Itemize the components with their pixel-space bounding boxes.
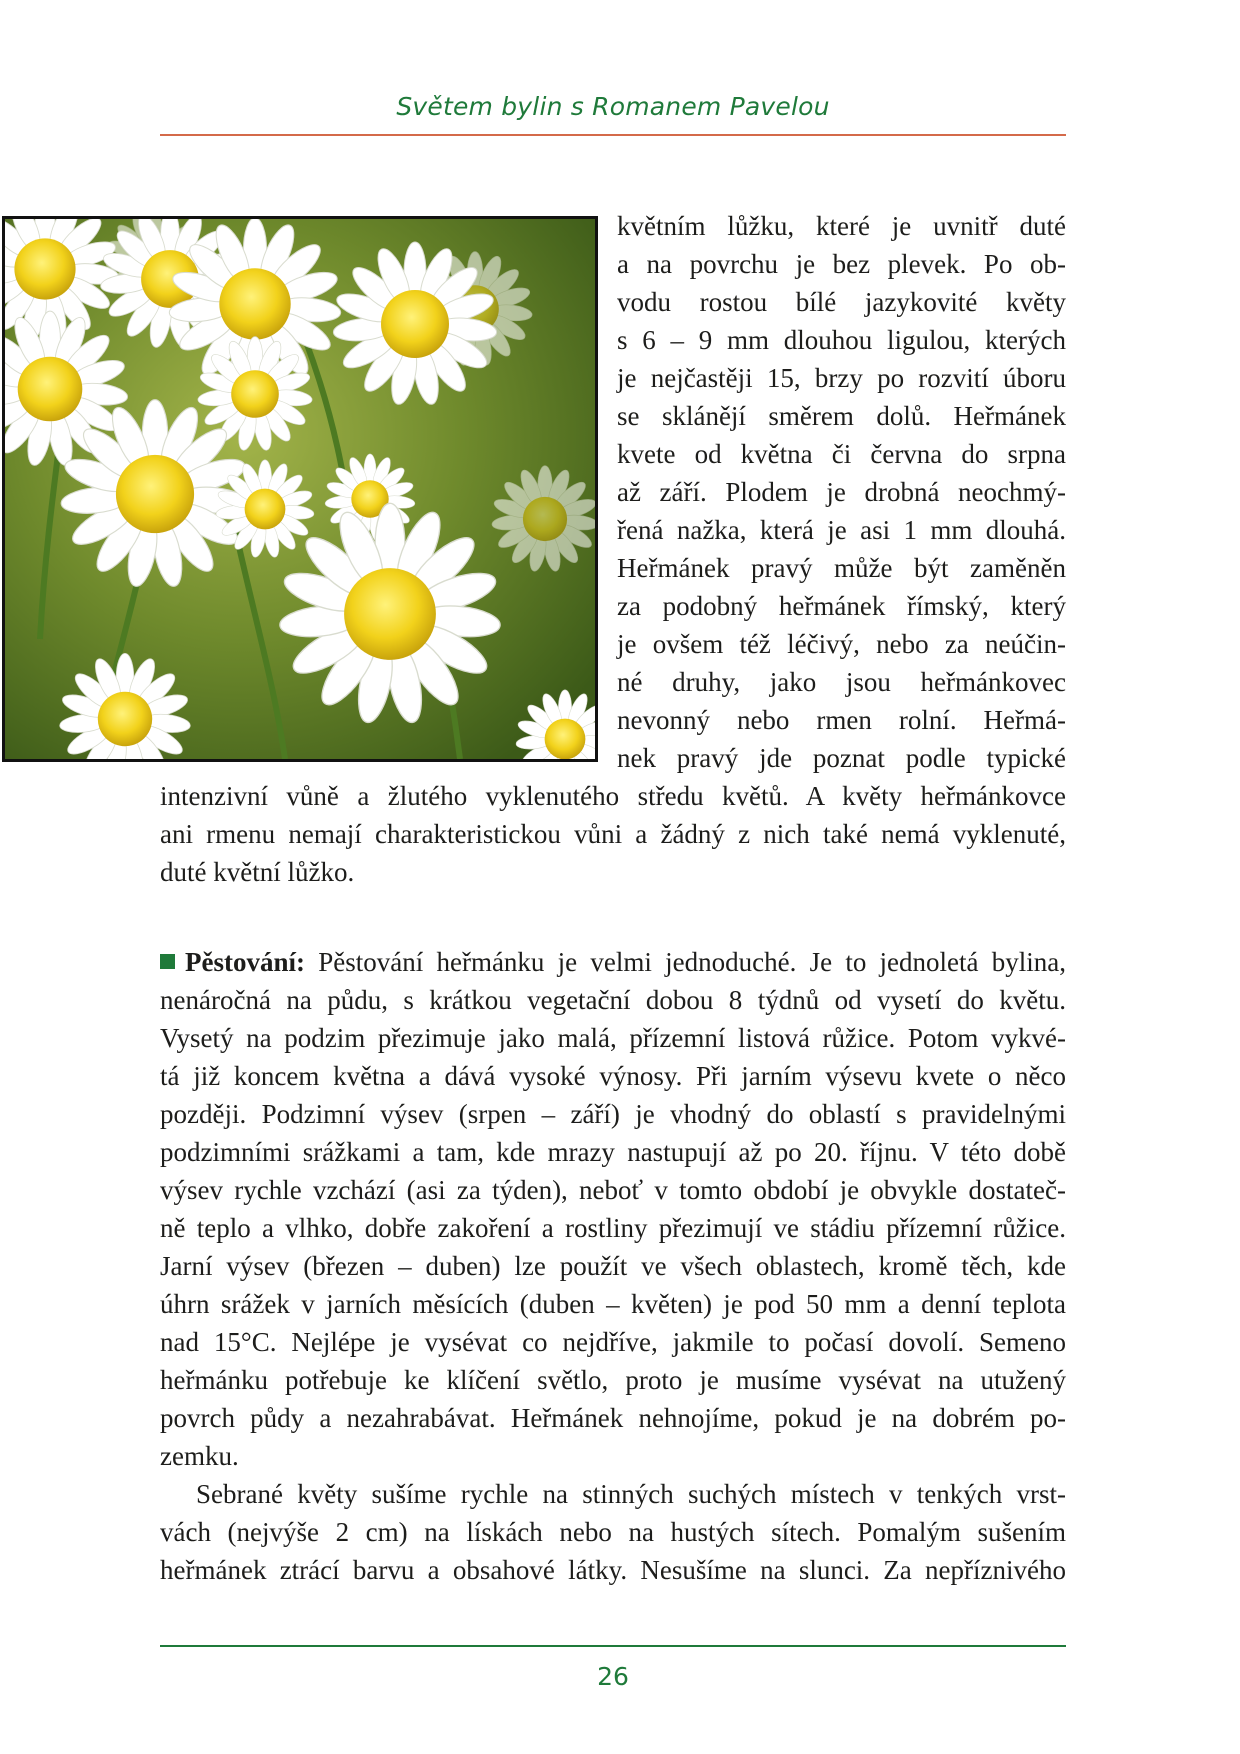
footer-rule bbox=[160, 1645, 1066, 1647]
text-line: Jarní výsev (březen – duben) lze použít ve všech oblastech, kromě těch, kde bbox=[160, 1251, 1066, 1281]
text-line: později. Podzimní výsev (srpen – září) je vhodný do oblastí s pravidelnými bbox=[160, 1099, 1066, 1129]
text-line: Vysetý na podzim přezimuje jako malá, přízemní listová růžice. Potom vykvé- bbox=[160, 1023, 1066, 1053]
text-line: nek pravý jde poznat podle typické bbox=[617, 743, 1066, 773]
text-line: se sklánějí směrem dolů. Heřmánek bbox=[617, 401, 1066, 431]
text-line: nevonný nebo rmen rolní. Heřmá- bbox=[617, 705, 1066, 735]
text-line: ně teplo a vlhko, dobře zakoření a rostliny přezimují ve stádiu přízemní růžice. bbox=[160, 1213, 1066, 1243]
text-line: zemku. bbox=[160, 1441, 239, 1471]
cultivation-heading-line bbox=[160, 943, 1066, 981]
text-line: je nejčastěji 15, brzy po rozvití úboru bbox=[617, 363, 1066, 393]
running-head: Světem bylin s Romanem Pavelou bbox=[396, 92, 830, 121]
text-line: nenáročná na půdu, s krátkou vegetační dobou 8 týdnů od vysetí do květu. bbox=[160, 985, 1066, 1015]
text-line: a na povrchu je bez plevek. Po ob- bbox=[617, 249, 1066, 279]
chamomile-photo bbox=[2, 216, 598, 762]
text-line: podzimními srážkami a tam, kde mrazy nastupují až po 20. říjnu. V této době bbox=[160, 1137, 1066, 1167]
text-line: heřmánku potřebuje ke klíčení světlo, proto je musíme vysévat na utužený bbox=[160, 1365, 1066, 1395]
text-line: s 6 – 9 mm dlouhou ligulou, kterých bbox=[617, 325, 1066, 355]
cultivation-first-line: Pěstování heřmánku je velmi jednoduché. Je to jednoletá bylina, bbox=[318, 947, 1066, 977]
text-line: duté květní lůžko. bbox=[160, 857, 355, 887]
text-line: heřmánek ztrácí barvu a obsahové látky. Nesušíme na slunci. Za nepříznivého bbox=[160, 1555, 1066, 1585]
chamomile-flowers-icon bbox=[5, 219, 595, 759]
text-line: řená nažka, která je asi 1 mm dlouhá. bbox=[617, 515, 1066, 545]
text-line: Sebrané květy sušíme rychle na stinných suchých místech v tenkých vrst- bbox=[196, 1479, 1066, 1509]
text-line: květním lůžku, které je uvnitř duté bbox=[617, 211, 1066, 241]
text-line: intenzivní vůně a žlutého vyklenutého středu květů. A květy heřmánkovce bbox=[160, 781, 1066, 811]
text-line: výsev rychle vzchází (asi za týden), neboť v tomto období je obvykle dostateč- bbox=[160, 1175, 1066, 1205]
text-line: vodu rostou bílé jazykovité květy bbox=[617, 287, 1066, 317]
text-line: tá již koncem května a dává vysoké výnosy. Při jarním výsevu kvete o něco bbox=[160, 1061, 1066, 1091]
text-line: né druhy, jako jsou heřmánkovec bbox=[617, 667, 1066, 697]
section-bullet-icon bbox=[160, 954, 175, 969]
text-line: až září. Plodem je drobná neochmý- bbox=[617, 477, 1066, 507]
text-line: kvete od května či června do srpna bbox=[617, 439, 1066, 469]
text-line: nad 15°C. Nejlépe je vysévat co nejdříve, jakmile to počasí dovolí. Semeno bbox=[160, 1327, 1066, 1357]
text-line: povrch půdy a nezahrabávat. Heřmánek nehnojíme, pokud je na dobrém po- bbox=[160, 1403, 1066, 1433]
header-rule bbox=[160, 134, 1066, 136]
text-line: ani rmenu nemají charakteristickou vůni a žádný z nich také nemá vyklenuté, bbox=[160, 819, 1066, 849]
text-line: za podobný heřmánek římský, který bbox=[617, 591, 1066, 621]
page-number: 26 bbox=[597, 1662, 629, 1691]
cultivation-label: Pěstování: bbox=[185, 947, 305, 977]
text-line: úhrn srážek v jarních měsících (duben – květen) je pod 50 mm a denní teplota bbox=[160, 1289, 1066, 1319]
text-line: je ovšem též léčivý, nebo za neúčin- bbox=[617, 629, 1066, 659]
text-line: Heřmánek pravý může být zaměněn bbox=[617, 553, 1066, 583]
text-line: vách (nejvýše 2 cm) na lískách nebo na hustých sítech. Pomalým sušením bbox=[160, 1517, 1066, 1547]
